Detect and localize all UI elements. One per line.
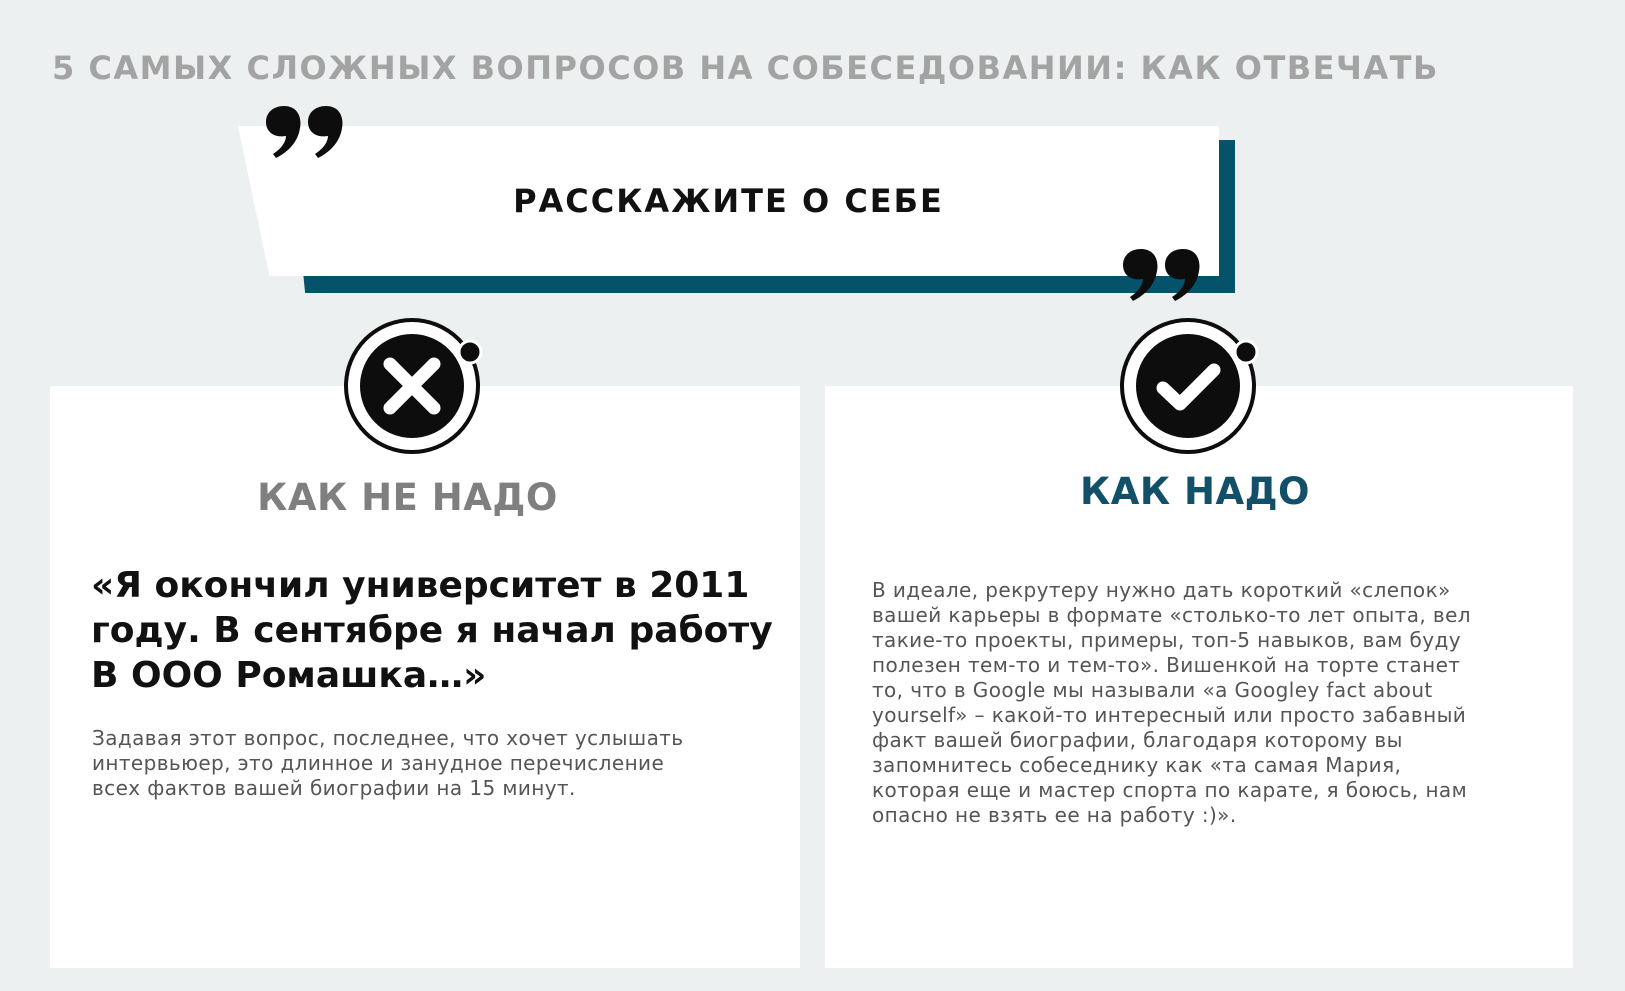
advice-line: запомнитесь собеседнику как «та самая Мария, (872, 753, 1402, 777)
quote-line: «Я окончил университет в 2011 (91, 565, 750, 606)
wrong-heading: КАК НЕ НАДО (257, 476, 558, 519)
bad-answer-quote (91, 563, 781, 698)
advice-line: вашей карьеры в формате «столько-то лет опыта, вел (872, 603, 1471, 627)
open-quote-icon (262, 104, 344, 160)
cross-icon (342, 314, 488, 460)
note-line: интервьюер, это длинное и занудное перечисление (92, 751, 665, 775)
advice-line: которая еще и мастер спорта по карате, я боюсь, нам (872, 778, 1468, 802)
advice-line: факт вашей биографии, благодаря которому вы (872, 728, 1403, 752)
check-icon (1118, 314, 1264, 460)
bad-answer-note (92, 726, 772, 801)
advice-line: полезен тем-то и тем-то». Вишенкой на торте станет (872, 653, 1461, 677)
advice-line: yourself» – какой-то интересный или просто забавный (872, 703, 1467, 727)
quote-line: В ООО Ромашка…» (91, 655, 487, 696)
page-title: 5 САМЫХ СЛОЖНЫХ ВОПРОСОВ НА СОБЕСЕДОВАНИИ: КАК ОТВЕЧАТЬ (52, 49, 1439, 87)
note-line: всех фактов вашей биографии на 15 минут. (92, 776, 576, 800)
close-quote-icon (1119, 247, 1201, 303)
quote-line: году. В сентябре я начал работу (91, 610, 773, 651)
right-heading: КАК НАДО (1079, 470, 1310, 513)
advice-line: то, что в Google мы называли «а Googley fact about (872, 678, 1433, 702)
advice-line: В идеале, рекрутеру нужно дать короткий «слепок» (872, 578, 1451, 602)
note-line: Задавая этот вопрос, последнее, что хочет услышать (92, 726, 684, 750)
advice-line: опасно не взять ее на работу :)». (872, 803, 1237, 827)
question-title: РАССКАЖИТЕ О СЕБЕ (513, 182, 944, 220)
good-answer-advice (872, 578, 1532, 828)
advice-line: такие-то проекты, примеры, топ-5 навыков, вам буду (872, 628, 1461, 652)
